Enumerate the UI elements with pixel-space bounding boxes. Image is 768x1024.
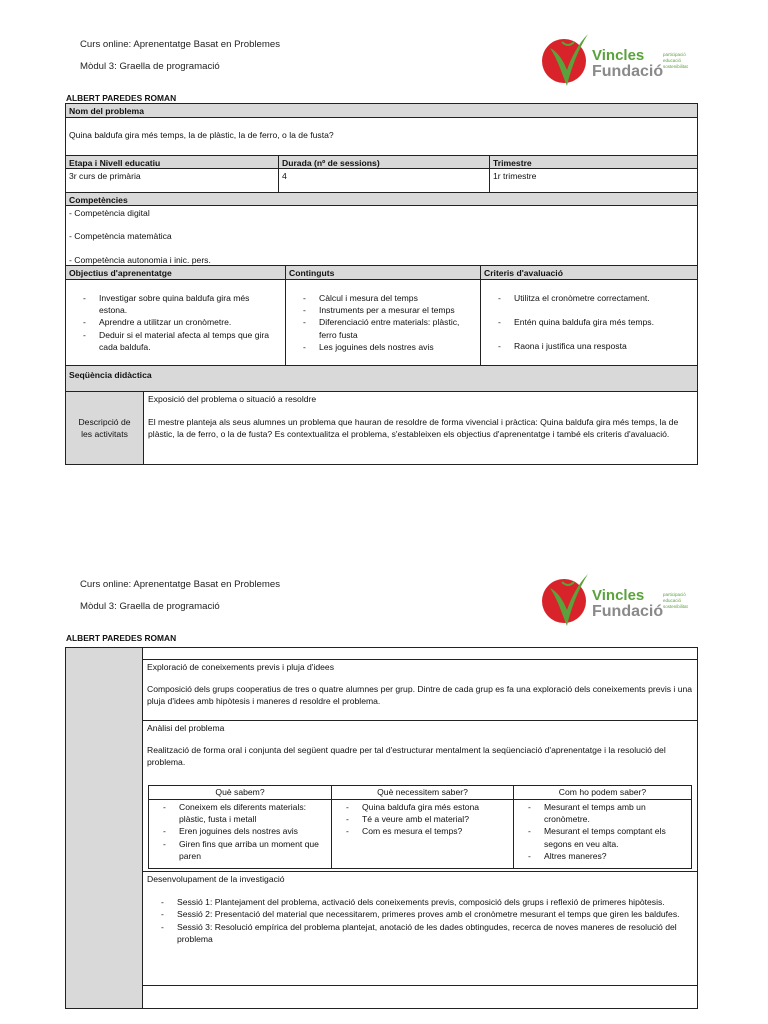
kwl-header: Què necessitem saber? bbox=[332, 786, 513, 800]
logo-name-top: Vincles bbox=[592, 587, 645, 604]
activities-side-column bbox=[66, 648, 143, 1008]
module-title: Mòdul 3: Graella de programació bbox=[80, 61, 220, 72]
objectives-list bbox=[69, 292, 273, 353]
competence-item: - Competència matemàtica bbox=[69, 231, 172, 241]
activities-label: Descripció de les activitats bbox=[66, 392, 143, 464]
objectives-row bbox=[66, 280, 697, 366]
logo-tagline-1: participació bbox=[663, 52, 686, 57]
list-item: - Raona i justifica una resposta bbox=[484, 340, 694, 352]
logo-tagline-3: sostenibilitat bbox=[663, 64, 688, 69]
kwl-header: Què sabem? bbox=[149, 786, 331, 800]
spacer-row bbox=[143, 648, 697, 660]
author-name: ALBERT PAREDES ROMAN bbox=[66, 633, 177, 643]
list-item: - Eren joguines dels nostres avis bbox=[149, 825, 325, 837]
list-item: - Com es mesura el temps? bbox=[332, 825, 507, 837]
duration-value: 4 bbox=[278, 169, 489, 192]
sequence-label: Seqüència didàctica bbox=[69, 370, 152, 380]
competences-label-row bbox=[66, 193, 697, 206]
contents-label: Continguts bbox=[285, 266, 480, 279]
analysis-title: Anàlisi del problema bbox=[147, 723, 225, 733]
term-label: Trimestre bbox=[489, 156, 697, 168]
competence-item: - Competència autonomia i inic. pers. bbox=[69, 255, 211, 265]
logo-name-bottom: Fundació bbox=[592, 603, 664, 620]
kwl-header: Com ho podem saber? bbox=[514, 786, 691, 800]
kwl-list-known bbox=[149, 800, 331, 862]
vincles-logo bbox=[540, 570, 700, 630]
list-item: - Coneixem els diferents materials: plàstic, fusta i metall bbox=[149, 801, 325, 825]
exploration-row bbox=[143, 660, 697, 721]
objectives-label: Objectius d'aprenentatge bbox=[69, 268, 172, 278]
kwl-list-how bbox=[514, 800, 691, 862]
contents-list bbox=[289, 292, 472, 353]
author-name: ALBERT PAREDES ROMAN bbox=[66, 93, 177, 103]
list-item: - Deduir si el material afecta al temps que gira cada baldufa. bbox=[69, 329, 273, 353]
vincles-logo bbox=[540, 30, 700, 90]
phase-title: Exposició del problema o situació a resoldre bbox=[148, 394, 317, 404]
stage-value-row bbox=[66, 169, 697, 193]
competence-item: - Competència digital bbox=[69, 208, 150, 218]
list-item: - Sessió 3: Resolució empírica del problema plantejat, anotació de les dades obtingudes, recerca de noves maneres de resolució del problema bbox=[147, 921, 683, 945]
programming-grid-table bbox=[65, 103, 698, 465]
competences-label: Competències bbox=[69, 195, 128, 205]
list-item: - Giren fins que arriba un moment que paren bbox=[149, 838, 325, 862]
criteria-list bbox=[484, 292, 694, 353]
list-item: - Aprendre a utilitzar un cronòmetre. bbox=[69, 316, 273, 328]
list-item: - Càlcul i mesura del temps bbox=[289, 292, 472, 304]
list-item: - Mesurant el temps amb un cronòmetre. bbox=[514, 801, 685, 825]
list-item: - Diferenciació entre materials: plàstic, ferro fusta bbox=[289, 316, 472, 340]
list-item: - Instruments per a mesurar el temps bbox=[289, 304, 472, 316]
logo-tagline-3: sostenibilitat bbox=[663, 604, 688, 609]
stage-value: 3r curs de primària bbox=[69, 171, 141, 181]
list-item: - Investigar sobre quina baldufa gira més estona. bbox=[69, 292, 273, 316]
list-item: - Utilitza el cronòmetre correctament. bbox=[484, 292, 694, 304]
logo-tagline-1: participació bbox=[663, 592, 686, 597]
competences-row bbox=[66, 206, 697, 266]
problem-label: Nom del problema bbox=[69, 106, 144, 116]
logo-name-top: Vincles bbox=[592, 47, 645, 64]
objectives-header-row bbox=[66, 266, 697, 280]
activities-continuation-table bbox=[65, 647, 698, 1009]
investigation-row bbox=[143, 872, 697, 986]
stage-label: Etapa i Nivell educatiu bbox=[69, 158, 161, 168]
kwl-table bbox=[148, 785, 692, 869]
logo-name-bottom: Fundació bbox=[592, 63, 664, 80]
logo-tagline-2: educació bbox=[663, 598, 682, 603]
stage-header-row bbox=[66, 156, 697, 169]
phase-text: El mestre planteja als seus alumnes un problema que hauran de resoldre de forma vivencial i pràctica: Quina baldufa gira més temps, la de plàstic, la de ferro, o la de fusta? Es contextualitza el problema, s'estableixen els objectius d'aprenentatge i també els criteris d'avaluació. bbox=[148, 417, 679, 440]
problem-text: Quina baldufa gira més temps, la de plàstic, la de ferro, o la de fusta? bbox=[69, 130, 334, 140]
problem-row bbox=[66, 118, 697, 156]
activities-row bbox=[66, 392, 697, 464]
exploration-title: Exploració de coneixements previs i pluja d'idees bbox=[147, 662, 334, 672]
sessions-list bbox=[147, 896, 693, 945]
investigation-title: Desenvolupament de la investigació bbox=[147, 874, 285, 884]
list-item: - Altres maneres? bbox=[514, 850, 685, 862]
analysis-row bbox=[143, 721, 697, 872]
list-item: - Les joguines dels nostres avis bbox=[289, 341, 472, 353]
list-item: - Té a veure amb el material? bbox=[332, 813, 507, 825]
empty-row bbox=[143, 986, 697, 1008]
exploration-text: Composició dels grups cooperatius de tres o quatre alumnes per grup. Dintre de cada grup es fa una exploració dels coneixements previs i una pluja d'idees amb hipòtesis i maneres d resoldre el problema. bbox=[147, 684, 693, 707]
logo-tagline-2: educació bbox=[663, 58, 682, 63]
duration-label: Durada (nº de sessions) bbox=[278, 156, 489, 168]
course-title: Curs online: Aprenentatge Basat en Problemes bbox=[80, 579, 280, 590]
list-item: - Quina baldufa gira més estona bbox=[332, 801, 507, 813]
list-item: - Sessió 1: Plantejament del problema, activació dels coneixements previs, composició dels grups i reflexió de primeres hipòtesis. bbox=[147, 896, 683, 908]
term-value: 1r trimestre bbox=[489, 169, 697, 192]
criteria-label: Criteris d'avaluació bbox=[480, 266, 697, 279]
analysis-text: Realització de forma oral i conjunta del següent quadre per tal d'estructurar mentalment la seqüenciació d'aprenentatge i la resolució del problema. bbox=[147, 745, 666, 768]
module-title: Mòdul 3: Graella de programació bbox=[80, 601, 220, 612]
problem-label-row bbox=[66, 104, 697, 118]
list-item: - Mesurant el temps comptant els segons en veu alta. bbox=[514, 825, 685, 849]
kwl-list-need bbox=[332, 800, 513, 838]
course-title: Curs online: Aprenentatge Basat en Problemes bbox=[80, 39, 280, 50]
list-item: - Sessió 2: Presentació del material que necessitarem, primeres proves amb el cronòmetre mesurant el temps que giren les baldufes. bbox=[147, 908, 683, 920]
sequence-label-row bbox=[66, 366, 697, 392]
list-item: - Entén quina baldufa gira més temps. bbox=[484, 316, 694, 328]
